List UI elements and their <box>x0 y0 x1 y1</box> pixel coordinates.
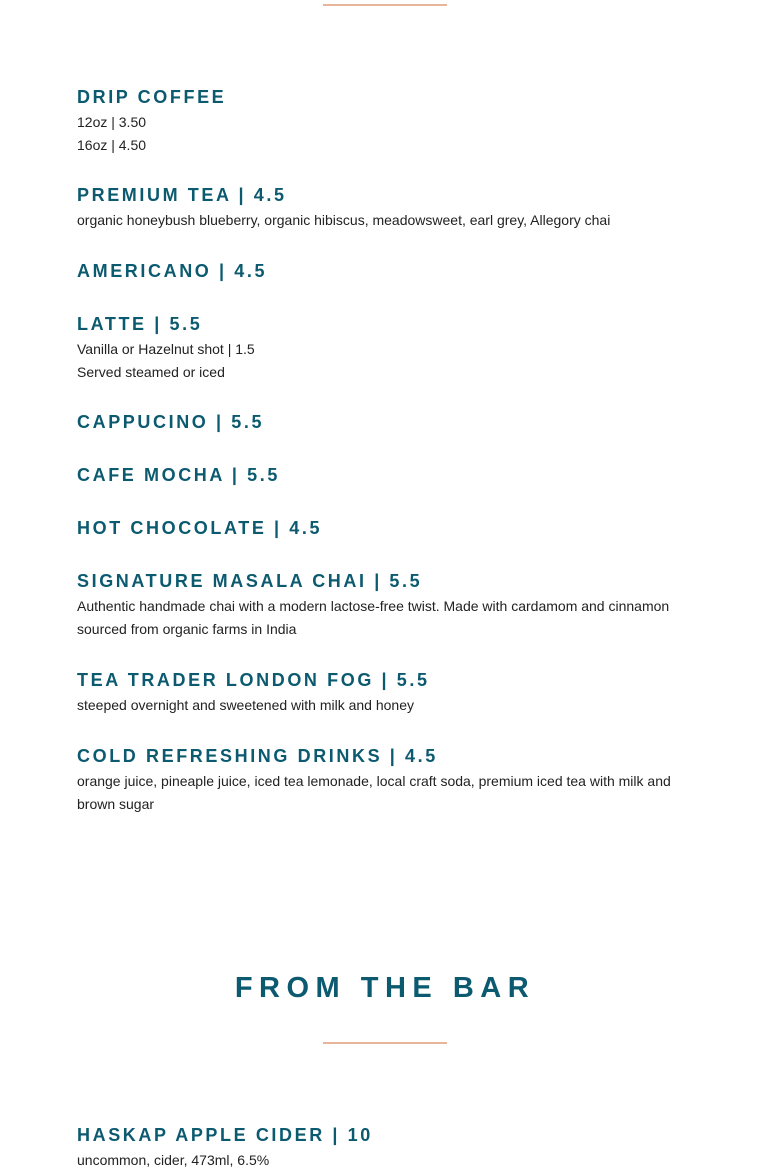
menu-item-title: CAFE MOCHA | 5.5 <box>77 465 280 485</box>
menu-item-cold-drinks <box>77 745 697 815</box>
menu-item-title: LATTE | 5.5 <box>77 314 203 334</box>
menu-item-title: HASKAP APPLE CIDER | 10 <box>77 1125 373 1145</box>
menu-item-title: COLD REFRESHING DRINKS | 4.5 <box>77 746 438 766</box>
menu-item-cappucino <box>77 411 697 433</box>
menu-item-latte <box>77 313 697 383</box>
menu-item-title: CAPPUCINO | 5.5 <box>77 412 265 432</box>
section-divider-top <box>323 4 447 6</box>
menu-item-haskap-cider <box>77 1124 697 1172</box>
menu-item-title: AMERICANO | 4.5 <box>77 261 268 281</box>
menu-item-description: steeped overnight and sweetened with milk and honey <box>77 697 414 713</box>
menu-item-title: HOT CHOCOLATE | 4.5 <box>77 518 323 538</box>
section-divider-bar <box>323 1042 447 1044</box>
menu-item-description: Vanilla or Hazelnut shot | 1.5 <box>77 341 255 357</box>
menu-item-description: Served steamed or iced <box>77 363 225 380</box>
menu-item-title: SIGNATURE MASALA CHAI | 5.5 <box>77 571 423 591</box>
menu-item-description: Authentic handmade chai with a modern lactose-free twist. Made with cardamom and cinnamon sourced from organic farms in India <box>77 598 670 637</box>
menu-item-title: TEA TRADER LONDON FOG | 5.5 <box>77 670 430 690</box>
menu-item-description: orange juice, pineaple juice, iced tea lemonade, local craft soda, premium iced tea with milk and brown sugar <box>77 773 671 812</box>
menu-item-masala-chai <box>77 570 697 640</box>
menu-item-premium-tea <box>77 184 697 232</box>
menu-item-title: PREMIUM TEA | 4.5 <box>77 185 287 205</box>
menu-item-drip-coffee <box>77 86 697 156</box>
menu-item-cafe-mocha <box>77 464 697 486</box>
menu-item-description: 12oz | 3.50 <box>77 114 147 130</box>
menu-item-description: organic honeybush blueberry, organic hibiscus, meadowsweet, earl grey, Allegory chai <box>77 212 611 228</box>
section-title-bar: FROM THE BAR <box>234 972 536 1004</box>
menu-item-title: DRIP COFFEE <box>77 87 227 107</box>
menu-item-americano <box>77 260 697 282</box>
menu-item-description: uncommon, cider, 473ml, 6.5% <box>77 1152 270 1168</box>
menu-item-hot-chocolate <box>77 517 697 539</box>
menu-item-london-fog <box>77 669 697 717</box>
menu-item-description: 16oz | 4.50 <box>77 136 147 153</box>
